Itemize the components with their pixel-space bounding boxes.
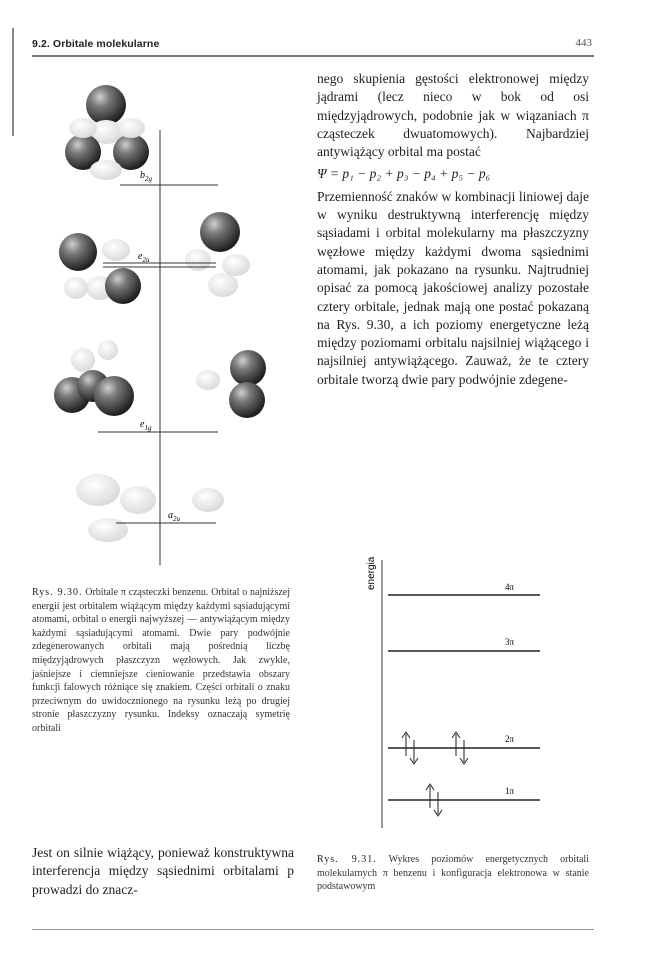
footer-rule bbox=[32, 929, 594, 930]
energy-axis-label: energia bbox=[366, 556, 377, 590]
paragraph-2: Przemienność znaków w kombinacji liniowej daje w wyniku destruktywną interferencję między sąsiadami i orbital molekularny ma płaszczyzny węzłowe między każdymi dwoma sąsiednimi atomami, jak pokazano na rysunku. Najtrudniej opisać za pomocą jakościowej analizy pozostałe cztery orbitale, jednak mają one postać pokazaną na Rys. 9.30, a ich poziomy energetyczne leżą między poziomami orbitalu najsilniej wiążącego i najsilniej antywiążącego. Zauważ, że te cztery orbitale tworzą dwie pary podwójnie zdegene- bbox=[317, 188, 589, 387]
figure-931-caption bbox=[317, 853, 589, 894]
energy-level-figure bbox=[360, 530, 550, 835]
figure-930-text: Orbitale π cząsteczki benzenu. Orbital o najniższej energii jest orbitalem wiążącym między każdymi sąsiadującymi atomami, orbital o energii najwyższej — antywiążącym między każdymi sąsiadującymi atomami. Dwie pary podwójnie zdegenerowanych orbitali mają pośrednią liczbę międzyjądrowych płaszczyzn węzłowych. Jak zwykle, jaśniejsze i ciemniejsze cieniowanie przedstawia obszary funkcji falowych różniące się znakiem. Części orbitali o znaku przeciwnym do uwidocznionego na rysunku leżą po drugiej stronie płaszczyzny rysunku. Indeksy oznaczają symetrię orbitali bbox=[32, 587, 290, 734]
label-a2u: $a_{2u}$ bbox=[168, 510, 180, 523]
figure-930-label: Rys. 9.30. bbox=[32, 587, 83, 598]
bottom-left-text bbox=[32, 844, 294, 899]
label-b2g: $b_{2g}$ bbox=[140, 170, 152, 183]
page-number: 443 bbox=[575, 37, 592, 49]
level-1pi-label: 1π bbox=[505, 786, 515, 796]
right-column-text bbox=[317, 70, 589, 389]
label-e2u: $e_{2u}$ bbox=[138, 251, 150, 264]
level-2pi-label: 2π bbox=[505, 734, 515, 744]
orbital-a2u bbox=[76, 474, 224, 542]
benzene-orbitals-figure bbox=[28, 60, 310, 570]
paragraph-1: nego skupienia gęstości elektronowej między jądrami (lecz nieco w bok od osi międzyjądrowych, podobnie jak w wiązaniach π cząsteczek dwuatomowych). Najbardziej antywiążący orbital ma postać bbox=[317, 71, 589, 160]
figure-930-caption bbox=[32, 586, 290, 736]
level-3pi-label: 3π bbox=[505, 637, 515, 647]
formula: Ψ = p₁ − p₂ + p₃ − p₄ + p₅ − p₆ bbox=[317, 166, 491, 182]
running-header: 9.2. Orbitale molekularne bbox=[32, 38, 160, 50]
label-e1g: $e_{1g}$ bbox=[140, 419, 152, 432]
orbital-e2u bbox=[59, 212, 250, 304]
header-rule bbox=[32, 55, 594, 57]
margin-bar bbox=[12, 28, 14, 136]
level-4pi-label: 4π bbox=[505, 582, 515, 592]
bottom-left-paragraph: Jest on silnie wiążący, ponieważ konstruktywna interferencja między sąsiednimi orbitalami p prowadzi do znacz- bbox=[32, 845, 294, 897]
figure-931-label: Rys. 9.31. bbox=[317, 854, 377, 865]
figure-931-text: Wykres poziomów energetycznych orbitali molekularnych π benzenu i konfiguracja elektronowa w stanie podstawowym bbox=[317, 854, 589, 893]
